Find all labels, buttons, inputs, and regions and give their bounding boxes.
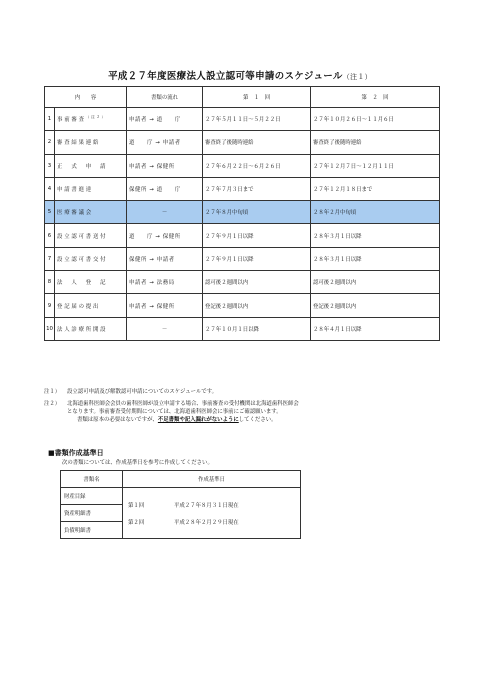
basis-table xyxy=(60,470,301,539)
row-flow: 保健所 → 申請者 xyxy=(127,247,203,270)
schedule-row xyxy=(45,271,440,294)
note-2-line-3 xyxy=(67,416,277,424)
note-2-line-2: となります。事前審査受付期間については、北海道歯科医師会に事前にご確認願います。 xyxy=(67,409,282,415)
basis-subtext: 次の書類については、作成基準日を参考に作成してください。 xyxy=(62,460,213,466)
row-round-2: ２７年１０月２６日～１１月６日 xyxy=(311,108,440,131)
note-1 xyxy=(44,388,444,396)
row-item: 正 式 申 請 xyxy=(55,154,127,177)
row-flow: 申請者 → 法務局 xyxy=(127,271,203,294)
schedule-row xyxy=(45,108,440,131)
basis-dates-cell xyxy=(123,488,301,539)
schedule-row xyxy=(45,131,440,154)
basis-round-date: 平成２８年２月２９日現在 xyxy=(174,519,239,526)
row-round-1: ２７年９月１日以降 xyxy=(203,224,311,247)
row-flow: 申請者 → 保健所 xyxy=(127,294,203,317)
row-round-2: ２７年１２月１８日まで xyxy=(311,177,440,200)
row-item: 法 人 登 記 xyxy=(55,271,127,294)
row-round-2: ２８年３月１日以降 xyxy=(311,247,440,270)
row-item: 登記届の提出 xyxy=(55,294,127,317)
basis-heading: ■書類作成基準日 xyxy=(48,449,104,457)
note-1-label: 注１） xyxy=(44,389,61,395)
row-round-1: 登記後２週間以内 xyxy=(203,294,311,317)
row-item: 設立認可書送付 xyxy=(55,224,127,247)
schedule-row xyxy=(45,247,440,270)
schedule-header-row xyxy=(45,87,440,108)
note-1-text: 設立認可申請及び解散認可申請についてのスケジュールです。 xyxy=(67,389,218,395)
header-flow: 書類の流れ xyxy=(127,87,203,108)
basis-header-row xyxy=(61,471,301,488)
row-item: 審査結果連絡 xyxy=(55,131,127,154)
row-round-1: ２７年１０月１日以降 xyxy=(203,317,311,340)
note-2-line-1: 北海道歯科医師会会員の歯科医師が設立申請する場合、事前審査の受付機関は北海道歯科医師会 xyxy=(67,401,299,407)
row-round-2: 登記後２週間以内 xyxy=(311,294,440,317)
row-round-2: ２７年１２月７日～１２月１１日 xyxy=(311,154,440,177)
row-round-2: ２８年４月１日以降 xyxy=(311,317,440,340)
row-number: 6 xyxy=(45,224,55,247)
row-round-1: ２７年９月１日以降 xyxy=(203,247,311,270)
header-round-1: 第 １ 回 xyxy=(203,87,311,108)
row-number: 10 xyxy=(45,317,55,340)
row-flow: 道 庁 → 申請者 xyxy=(127,131,203,154)
row-round-1: ２７年６月２２日～６月２６日 xyxy=(203,154,311,177)
basis-row xyxy=(61,488,301,505)
row-item: 医療審議会 xyxy=(55,201,127,224)
title-text: 平成２７年度医療法人設立認可等申請のスケジュール xyxy=(108,71,343,82)
row-round-2: ２８年３月１日以降 xyxy=(311,224,440,247)
basis-doc-0: 財産目録 xyxy=(61,488,123,505)
note-2-cont xyxy=(44,408,444,416)
row-number: 1 xyxy=(45,108,55,131)
schedule-row xyxy=(45,154,440,177)
schedule-row xyxy=(45,317,440,340)
row-number: 9 xyxy=(45,294,55,317)
row-item: 申請書進達 xyxy=(55,177,127,200)
schedule-table xyxy=(44,86,440,341)
row-item: 法人診療所開設 xyxy=(55,317,127,340)
header-round-2: 第 ２ 回 xyxy=(311,87,440,108)
basis-date-round-2 xyxy=(128,518,297,526)
row-round-2: 審査終了後随時連絡 xyxy=(311,131,440,154)
row-round-1: ２７年８月中旬頃 xyxy=(203,201,311,224)
note-2-line-3-pre: 書類は原本の必要はないですが、 xyxy=(77,417,158,423)
basis-round-date: 平成２７年８月３１日現在 xyxy=(174,502,239,509)
note-2-cont-2 xyxy=(44,416,444,424)
basis-doc-1: 資産明細書 xyxy=(61,505,123,522)
schedule-row xyxy=(45,201,440,224)
basis-round-label: 第２回 xyxy=(128,519,145,526)
schedule-row xyxy=(45,177,440,200)
schedule-row xyxy=(45,224,440,247)
row-round-1: 認可後２週間以内 xyxy=(203,271,311,294)
title-note: （注１） xyxy=(342,73,372,81)
note-2-label: 注２） xyxy=(44,401,61,407)
row-number: 8 xyxy=(45,271,55,294)
row-flow: － xyxy=(127,201,203,224)
row-item-note-ref: （注２） xyxy=(85,115,107,120)
basis-col-date: 作成基準日 xyxy=(123,471,301,488)
basis-col-doc: 書類名 xyxy=(61,471,123,488)
row-round-1: ２７年７月３日まで xyxy=(203,177,311,200)
row-round-1: 審査終了後随時連絡 xyxy=(203,131,311,154)
row-item: 事前審査$^{(注2)}$ xyxy=(55,108,127,131)
note-2-emphasis: 不足書類や記入漏れがないように xyxy=(157,417,239,423)
row-number: 4 xyxy=(45,177,55,200)
row-flow: 保健所 → 道 庁 xyxy=(127,177,203,200)
row-flow: 道 庁 → 保健所 xyxy=(127,224,203,247)
notes xyxy=(44,388,444,424)
schedule-row xyxy=(45,294,440,317)
note-2-line-3-post: してください。 xyxy=(238,417,277,423)
row-round-2: 認可後２週間以内 xyxy=(311,271,440,294)
row-round-2: ２８年２月中旬頃 xyxy=(311,201,440,224)
row-number: 2 xyxy=(45,131,55,154)
row-round-1: ２７年５月１１日～５月２２日 xyxy=(203,108,311,131)
header-content: 内 容 xyxy=(45,87,127,108)
row-number: 7 xyxy=(45,247,55,270)
row-flow: － xyxy=(127,317,203,340)
row-item: 設立認可書交付 xyxy=(55,247,127,270)
row-number: 3 xyxy=(45,154,55,177)
row-flow: 申請者 → 道 庁 xyxy=(127,108,203,131)
page-title xyxy=(0,68,480,82)
note-2 xyxy=(44,400,444,408)
row-flow: 申請者 → 保健所 xyxy=(127,154,203,177)
basis-date-round-1 xyxy=(128,501,297,509)
basis-round-label: 第１回 xyxy=(128,502,145,509)
basis-doc-2: 負債明細書 xyxy=(61,522,123,539)
row-number: 5 xyxy=(45,201,55,224)
